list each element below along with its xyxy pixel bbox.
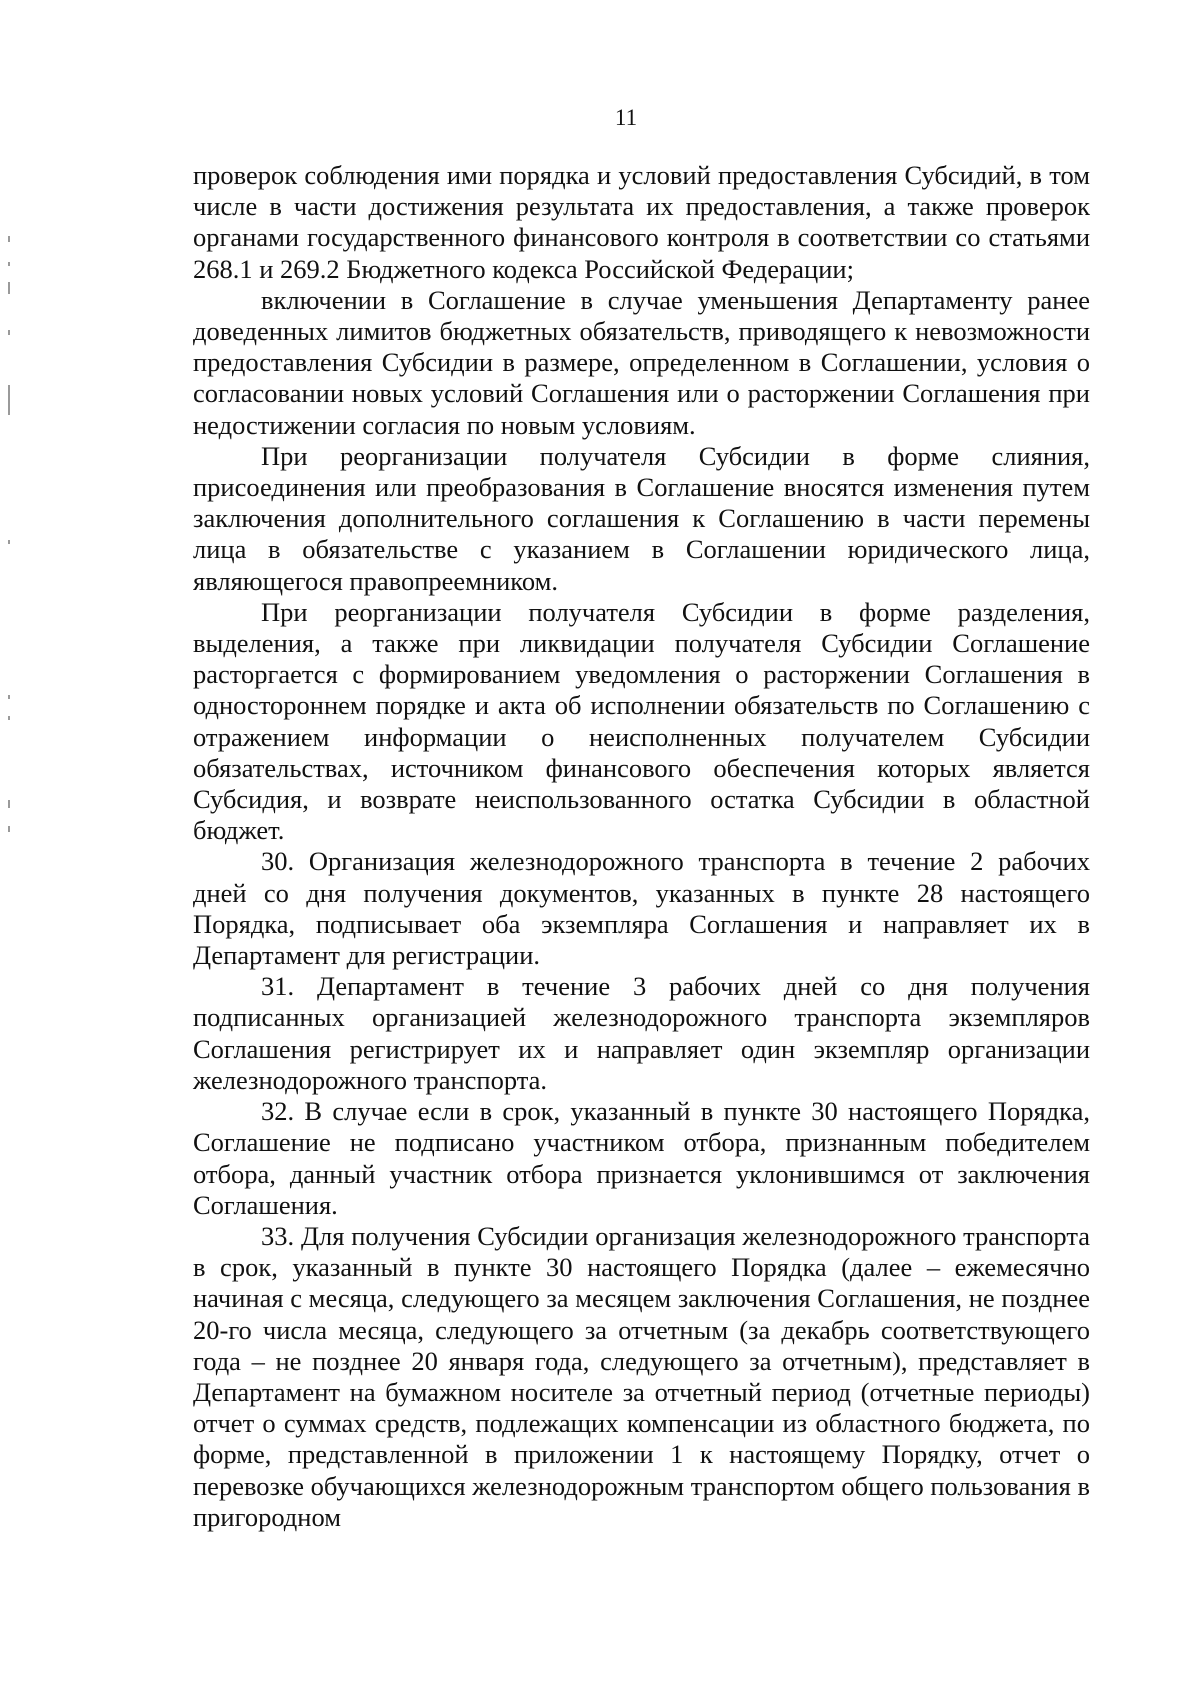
paragraph-item-31: 31. Департамент в течение 3 рабочих дней со дня получения подписанных организацией железнодорожного транспорта экземпляров Соглашения регистрирует их и направляет один экземпляр организации железнодорожного транспорта.	[193, 971, 1090, 1095]
paragraph-continuation: проверок соблюдения ими порядка и условий предоставления Субсидий, в том числе в части достижения результата их предоставления, а также проверок органами государственного финансового контроля в соответствии со статьями 268.1 и 269.2 Бюджетного кодекса Российской Федерации;	[193, 160, 1090, 284]
page-number: 11	[614, 105, 638, 130]
scan-speck	[8, 826, 10, 832]
paragraph-agreement-limits: включении в Соглашение в случае уменьшения Департаменту ранее доведенных лимитов бюджетных обязательств, приводящего к невозможности предоставления Субсидии в размере, определенном в Соглашении, условия о согласовании новых условий Соглашения или о расторжении Соглашения при недостижении согласия по новым условиям.	[193, 284, 1090, 440]
paragraph-item-33: 33. Для получения Субсидии организация железнодорожного транспорта в срок, указанный в пункте 30 настоящего Порядка (далее – ежемесячно начиная с месяца, следующего за месяцем заключения Соглашения, не позднее 20-го числа месяца, следующего за отчетным (за декабрь соответствующего года – не позднее 20 января года, следующего за отчетным), представляет в Департамент на бумажном носителе за отчетный период (отчетные периоды) отчет о суммах средств, подлежащих компенсации из областного бюджета, по форме, представленной в приложении 1 к настоящему Порядку, отчет о перевозке обучающихся железнодорожным транспортом общего пользования в пригородном	[193, 1220, 1090, 1532]
scan-speck	[8, 236, 10, 242]
scan-speck	[8, 800, 10, 808]
scan-speck	[8, 282, 10, 294]
scan-speck	[8, 695, 10, 699]
scan-speck	[8, 385, 10, 415]
paragraph-reorganization-merger: При реорганизации получателя Субсидии в форме слияния, присоединения или преобразования в Соглашение вносятся изменения путем заключения дополнительного соглашения к Соглашению в части перемены лица в обязательстве с указанием в Соглашении юридического лица, являющегося правопреемником.	[193, 440, 1090, 596]
paragraph-reorganization-division: При реорганизации получателя Субсидии в форме разделения, выделения, а также при ликвидации получателя Субсидии Соглашение расторгается с формированием уведомления о расторжении Соглашения в одностороннем порядке и акта об исполнении обязательств по Соглашению с отражением информации о неисполненных получателем Субсидии обязательствах, источником финансового обеспечения которых является Субсидия, и возврате неиспользованного остатка Субсидии в областной бюджет.	[193, 596, 1090, 846]
scan-speck	[8, 262, 10, 266]
paragraph-item-30: 30. Организация железнодорожного транспорта в течение 2 рабочих дней со дня получения документов, указанных в пункте 28 настоящего Порядка, подписывает оба экземпляра Соглашения и направляет их в Департамент для регистрации.	[193, 846, 1090, 971]
scan-speck	[8, 330, 10, 335]
paragraph-item-32: 32. В случае если в срок, указанный в пункте 30 настоящего Порядка, Соглашение не подписано участником отбора, признанным победителем отбора, данный участник отбора признается уклонившимся от заключения Соглашения.	[193, 1096, 1090, 1220]
document-body	[193, 160, 1090, 1533]
scan-speck	[8, 540, 10, 544]
scan-speck	[8, 716, 10, 720]
